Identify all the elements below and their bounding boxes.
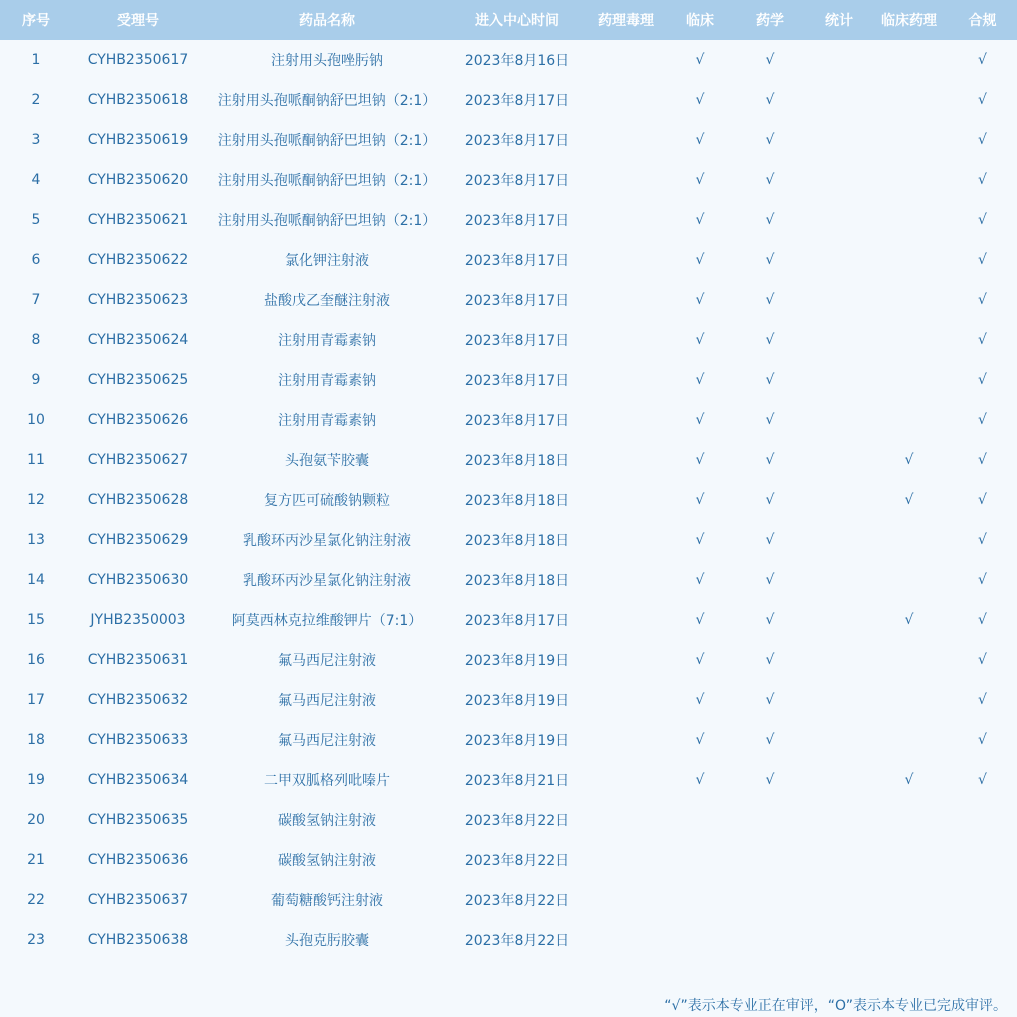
cell-pharm-tox [584, 800, 668, 840]
table-row [0, 40, 1017, 80]
cell-statistics [808, 840, 870, 880]
header-accept-no: 受理号 [72, 0, 204, 40]
cell-drug-name: 葡萄糖酸钙注射液 [271, 893, 383, 909]
table-row [0, 880, 1017, 920]
cell-clinical-pharmacology [870, 640, 948, 680]
cell-no: 11 [27, 452, 45, 468]
cell-accept-no: CYHB2350619 [87, 132, 189, 148]
cell-clinical-pharmacology [870, 880, 948, 920]
cell-no: 8 [31, 332, 41, 348]
cell-drug-name: 乳酸环丙沙星氯化钠注射液 [243, 573, 411, 589]
table-body [0, 40, 1017, 960]
cell-clinical [668, 840, 732, 880]
cell-compliance: √ [978, 412, 987, 428]
cell-statistics [808, 320, 870, 360]
cell-compliance: √ [978, 732, 987, 748]
header-drug-name: 药品名称 [204, 0, 450, 40]
table-row [0, 120, 1017, 160]
cell-entry-date: 2023年8月17日 [464, 293, 570, 309]
cell-compliance: √ [978, 772, 987, 788]
cell-accept-no: CYHB2350622 [87, 252, 189, 268]
cell-drug-name: 注射用头孢哌酮钠舒巴坦钠（2:1） [217, 213, 437, 229]
cell-pharm-tox [584, 40, 668, 80]
cell-pharmacy: √ [765, 492, 775, 508]
cell-pharmacy: √ [765, 692, 775, 708]
cell-statistics [808, 160, 870, 200]
cell-pharmacy [732, 840, 808, 880]
cell-clinical: √ [695, 212, 705, 228]
cell-clinical-pharmacology [870, 160, 948, 200]
cell-clinical-pharmacology [870, 40, 948, 80]
cell-clinical-pharmacology [870, 200, 948, 240]
cell-entry-date: 2023年8月17日 [464, 333, 570, 349]
cell-clinical-pharmacology [870, 680, 948, 720]
cell-no: 17 [27, 692, 45, 708]
cell-statistics [808, 800, 870, 840]
cell-clinical: √ [695, 412, 705, 428]
cell-clinical-pharmacology: √ [904, 772, 914, 788]
cell-statistics [808, 880, 870, 920]
cell-statistics [808, 560, 870, 600]
cell-drug-name: 头孢克肟胶囊 [285, 933, 369, 949]
cell-entry-date: 2023年8月22日 [464, 813, 570, 829]
cell-no: 2 [31, 92, 41, 108]
cell-clinical: √ [695, 772, 705, 788]
cell-drug-name: 盐酸戊乙奎醚注射液 [264, 293, 390, 309]
cell-clinical-pharmacology [870, 720, 948, 760]
cell-clinical-pharmacology [870, 320, 948, 360]
cell-clinical: √ [695, 92, 705, 108]
header-entry-date: 进入中心时间 [450, 0, 584, 40]
cell-clinical: √ [695, 372, 705, 388]
cell-pharmacy: √ [765, 412, 775, 428]
cell-statistics [808, 440, 870, 480]
cell-drug-name: 注射用青霉素钠 [278, 373, 376, 389]
cell-pharmacy: √ [765, 252, 775, 268]
cell-pharm-tox [584, 480, 668, 520]
cell-pharm-tox [584, 880, 668, 920]
cell-no: 10 [27, 412, 45, 428]
cell-compliance: √ [978, 292, 987, 308]
cell-entry-date: 2023年8月17日 [464, 173, 570, 189]
cell-clinical-pharmacology: √ [904, 612, 914, 628]
cell-entry-date: 2023年8月18日 [464, 533, 570, 549]
header-clinical: 临床 [668, 0, 732, 40]
cell-entry-date: 2023年8月22日 [464, 893, 570, 909]
cell-accept-no: CYHB2350635 [87, 812, 189, 828]
cell-drug-name: 复方匹可硫酸钠颗粒 [264, 493, 390, 509]
cell-clinical-pharmacology: √ [904, 492, 914, 508]
cell-pharm-tox [584, 600, 668, 640]
cell-no: 5 [31, 212, 41, 228]
cell-statistics [808, 480, 870, 520]
cell-accept-no: CYHB2350633 [87, 732, 189, 748]
cell-clinical-pharmacology [870, 280, 948, 320]
cell-entry-date: 2023年8月22日 [464, 853, 570, 869]
cell-clinical: √ [695, 132, 705, 148]
cell-accept-no: CYHB2350629 [87, 532, 189, 548]
cell-entry-date: 2023年8月19日 [464, 733, 570, 749]
cell-pharmacy: √ [765, 132, 775, 148]
cell-compliance: √ [978, 452, 987, 468]
cell-statistics [808, 40, 870, 80]
cell-pharm-tox [584, 120, 668, 160]
cell-no: 19 [27, 772, 45, 788]
cell-pharm-tox [584, 240, 668, 280]
cell-no: 22 [27, 892, 45, 908]
cell-clinical-pharmacology [870, 520, 948, 560]
cell-clinical-pharmacology: √ [904, 452, 914, 468]
cell-pharmacy: √ [765, 452, 775, 468]
cell-accept-no: CYHB2350623 [87, 292, 189, 308]
cell-statistics [808, 920, 870, 960]
cell-drug-name: 氟马西尼注射液 [278, 693, 376, 709]
cell-pharmacy: √ [765, 772, 775, 788]
cell-drug-name: 氟马西尼注射液 [278, 653, 376, 669]
cell-pharm-tox [584, 760, 668, 800]
cell-accept-no: JYHB2350003 [90, 612, 186, 628]
cell-entry-date: 2023年8月17日 [464, 413, 570, 429]
cell-clinical-pharmacology [870, 360, 948, 400]
cell-pharm-tox [584, 280, 668, 320]
cell-compliance [948, 880, 1017, 920]
header-compliance: 合规 [948, 0, 1017, 40]
cell-accept-no: CYHB2350630 [87, 572, 189, 588]
cell-accept-no: CYHB2350617 [87, 52, 189, 68]
cell-drug-name: 乳酸环丙沙星氯化钠注射液 [243, 533, 411, 549]
table-row [0, 720, 1017, 760]
cell-no: 9 [31, 372, 41, 388]
cell-no: 12 [27, 492, 45, 508]
cell-no: 16 [27, 652, 45, 668]
cell-compliance: √ [978, 92, 987, 108]
cell-pharmacy: √ [765, 572, 775, 588]
cell-pharm-tox [584, 80, 668, 120]
table-header [0, 0, 1017, 40]
cell-drug-name: 二甲双胍格列吡嗪片 [264, 773, 390, 789]
cell-entry-date: 2023年8月17日 [464, 133, 570, 149]
cell-statistics [808, 720, 870, 760]
cell-statistics [808, 80, 870, 120]
cell-pharmacy: √ [765, 532, 775, 548]
cell-statistics [808, 400, 870, 440]
cell-no: 6 [31, 252, 41, 268]
cell-drug-name: 注射用头孢哌酮钠舒巴坦钠（2:1） [217, 133, 437, 149]
cell-pharm-tox [584, 400, 668, 440]
cell-entry-date: 2023年8月16日 [464, 53, 570, 69]
cell-pharm-tox [584, 840, 668, 880]
cell-drug-name: 阿莫西林克拉维酸钾片（7:1） [231, 613, 423, 629]
cell-entry-date: 2023年8月17日 [464, 213, 570, 229]
cell-drug-name: 注射用青霉素钠 [278, 333, 376, 349]
cell-compliance: √ [978, 572, 987, 588]
cell-clinical: √ [695, 452, 705, 468]
cell-pharm-tox [584, 520, 668, 560]
cell-pharmacy: √ [765, 172, 775, 188]
cell-compliance: √ [978, 252, 987, 268]
cell-entry-date: 2023年8月19日 [464, 693, 570, 709]
cell-drug-name: 注射用头孢唑肟钠 [271, 53, 383, 69]
cell-no: 14 [27, 572, 45, 588]
cell-accept-no: CYHB2350628 [87, 492, 189, 508]
cell-compliance: √ [978, 652, 987, 668]
cell-drug-name: 氯化钾注射液 [285, 253, 369, 269]
cell-no: 23 [27, 932, 45, 948]
cell-accept-no: CYHB2350627 [87, 452, 189, 468]
cell-drug-name: 头孢氨苄胶囊 [285, 453, 369, 469]
cell-clinical: √ [695, 692, 705, 708]
header-no: 序号 [0, 0, 72, 40]
table-row [0, 240, 1017, 280]
cell-pharmacy [732, 880, 808, 920]
header-clinical-pharmacology: 临床药理 [870, 0, 948, 40]
cell-compliance: √ [978, 172, 987, 188]
table-row [0, 400, 1017, 440]
cell-entry-date: 2023年8月18日 [464, 573, 570, 589]
cell-statistics [808, 680, 870, 720]
table-row [0, 640, 1017, 680]
cell-statistics [808, 760, 870, 800]
cell-pharmacy: √ [765, 612, 775, 628]
table-row [0, 360, 1017, 400]
cell-accept-no: CYHB2350634 [87, 772, 189, 788]
table-row [0, 600, 1017, 640]
cell-clinical: √ [695, 492, 705, 508]
cell-statistics [808, 200, 870, 240]
cell-pharm-tox [584, 720, 668, 760]
legend-footnote: “√”表示本专业正在审评，“O”表示本专业已完成审评。 [664, 998, 1007, 1014]
header-pharm-tox: 药理毒理 [584, 0, 668, 40]
cell-drug-name: 注射用青霉素钠 [278, 413, 376, 429]
cell-accept-no: CYHB2350626 [87, 412, 189, 428]
cell-entry-date: 2023年8月19日 [464, 653, 570, 669]
cell-clinical: √ [695, 52, 705, 68]
header-row [0, 0, 1017, 40]
table-row [0, 840, 1017, 880]
header-statistics: 统计 [808, 0, 870, 40]
cell-compliance: √ [978, 492, 987, 508]
cell-clinical [668, 800, 732, 840]
cell-compliance: √ [978, 692, 987, 708]
cell-statistics [808, 280, 870, 320]
cell-pharmacy [732, 800, 808, 840]
cell-accept-no: CYHB2350624 [87, 332, 189, 348]
table-row [0, 200, 1017, 240]
table-row [0, 560, 1017, 600]
cell-drug-name: 碳酸氢钠注射液 [278, 813, 376, 829]
cell-no: 1 [31, 52, 41, 68]
cell-clinical [668, 880, 732, 920]
table-row [0, 280, 1017, 320]
cell-clinical-pharmacology [870, 240, 948, 280]
cell-pharm-tox [584, 320, 668, 360]
cell-accept-no: CYHB2350636 [87, 852, 189, 868]
cell-statistics [808, 360, 870, 400]
cell-accept-no: CYHB2350638 [87, 932, 189, 948]
cell-statistics [808, 240, 870, 280]
cell-pharm-tox [584, 440, 668, 480]
cell-clinical: √ [695, 612, 705, 628]
table-row [0, 480, 1017, 520]
cell-pharmacy: √ [765, 332, 775, 348]
cell-pharm-tox [584, 360, 668, 400]
cell-statistics [808, 120, 870, 160]
cell-entry-date: 2023年8月18日 [464, 453, 570, 469]
cell-accept-no: CYHB2350631 [87, 652, 189, 668]
cell-compliance: √ [978, 332, 987, 348]
cell-accept-no: CYHB2350632 [87, 692, 189, 708]
cell-clinical: √ [695, 532, 705, 548]
cell-entry-date: 2023年8月17日 [464, 613, 570, 629]
cell-entry-date: 2023年8月17日 [464, 373, 570, 389]
cell-accept-no: CYHB2350620 [87, 172, 189, 188]
cell-pharm-tox [584, 640, 668, 680]
cell-pharmacy: √ [765, 212, 775, 228]
cell-pharm-tox [584, 920, 668, 960]
cell-pharm-tox [584, 200, 668, 240]
cell-clinical [668, 920, 732, 960]
table-row [0, 680, 1017, 720]
cell-accept-no: CYHB2350618 [87, 92, 189, 108]
table-row [0, 160, 1017, 200]
cell-entry-date: 2023年8月17日 [464, 93, 570, 109]
cell-pharmacy: √ [765, 92, 775, 108]
cell-statistics [808, 600, 870, 640]
table-row [0, 760, 1017, 800]
cell-compliance: √ [978, 612, 987, 628]
cell-drug-name: 注射用头孢哌酮钠舒巴坦钠（2:1） [217, 173, 437, 189]
cell-clinical: √ [695, 572, 705, 588]
cell-clinical: √ [695, 332, 705, 348]
cell-statistics [808, 520, 870, 560]
cell-clinical-pharmacology [870, 80, 948, 120]
cell-pharmacy: √ [765, 732, 775, 748]
cell-pharmacy: √ [765, 372, 775, 388]
table-row [0, 520, 1017, 560]
cell-accept-no: CYHB2350637 [87, 892, 189, 908]
cell-no: 13 [27, 532, 45, 548]
table-row [0, 800, 1017, 840]
cell-clinical: √ [695, 732, 705, 748]
table-row [0, 80, 1017, 120]
cell-accept-no: CYHB2350621 [87, 212, 189, 228]
cell-no: 7 [31, 292, 41, 308]
cell-entry-date: 2023年8月21日 [464, 773, 570, 789]
cell-pharm-tox [584, 680, 668, 720]
cell-no: 3 [31, 132, 41, 148]
cell-clinical-pharmacology [870, 840, 948, 880]
cell-clinical-pharmacology [870, 560, 948, 600]
cell-no: 21 [27, 852, 45, 868]
cell-pharmacy: √ [765, 52, 775, 68]
cell-compliance: √ [978, 532, 987, 548]
cell-pharmacy: √ [765, 652, 775, 668]
table-row [0, 320, 1017, 360]
header-pharmacy: 药学 [732, 0, 808, 40]
cell-clinical-pharmacology [870, 120, 948, 160]
cell-no: 4 [31, 172, 41, 188]
cell-compliance [948, 840, 1017, 880]
cell-no: 18 [27, 732, 45, 748]
cell-clinical-pharmacology [870, 400, 948, 440]
cell-entry-date: 2023年8月18日 [464, 493, 570, 509]
cell-pharmacy: √ [765, 292, 775, 308]
cell-no: 20 [27, 812, 45, 828]
cell-pharmacy [732, 920, 808, 960]
cell-clinical: √ [695, 252, 705, 268]
table-row [0, 920, 1017, 960]
cell-clinical: √ [695, 292, 705, 308]
cell-accept-no: CYHB2350625 [87, 372, 189, 388]
cell-compliance [948, 920, 1017, 960]
cell-no: 15 [27, 612, 45, 628]
cell-compliance: √ [978, 52, 987, 68]
cell-clinical: √ [695, 652, 705, 668]
cell-clinical-pharmacology [870, 920, 948, 960]
cell-entry-date: 2023年8月22日 [464, 933, 570, 949]
cell-drug-name: 氟马西尼注射液 [278, 733, 376, 749]
cell-statistics [808, 640, 870, 680]
cell-drug-name: 碳酸氢钠注射液 [278, 853, 376, 869]
cell-drug-name: 注射用头孢哌酮钠舒巴坦钠（2:1） [217, 93, 437, 109]
cell-clinical: √ [695, 172, 705, 188]
cell-compliance: √ [978, 132, 987, 148]
cell-pharm-tox [584, 560, 668, 600]
cell-pharm-tox [584, 160, 668, 200]
table-row [0, 440, 1017, 480]
cell-compliance [948, 800, 1017, 840]
cell-compliance: √ [978, 372, 987, 388]
cell-compliance: √ [978, 212, 987, 228]
cell-entry-date: 2023年8月17日 [464, 253, 570, 269]
cell-clinical-pharmacology [870, 800, 948, 840]
